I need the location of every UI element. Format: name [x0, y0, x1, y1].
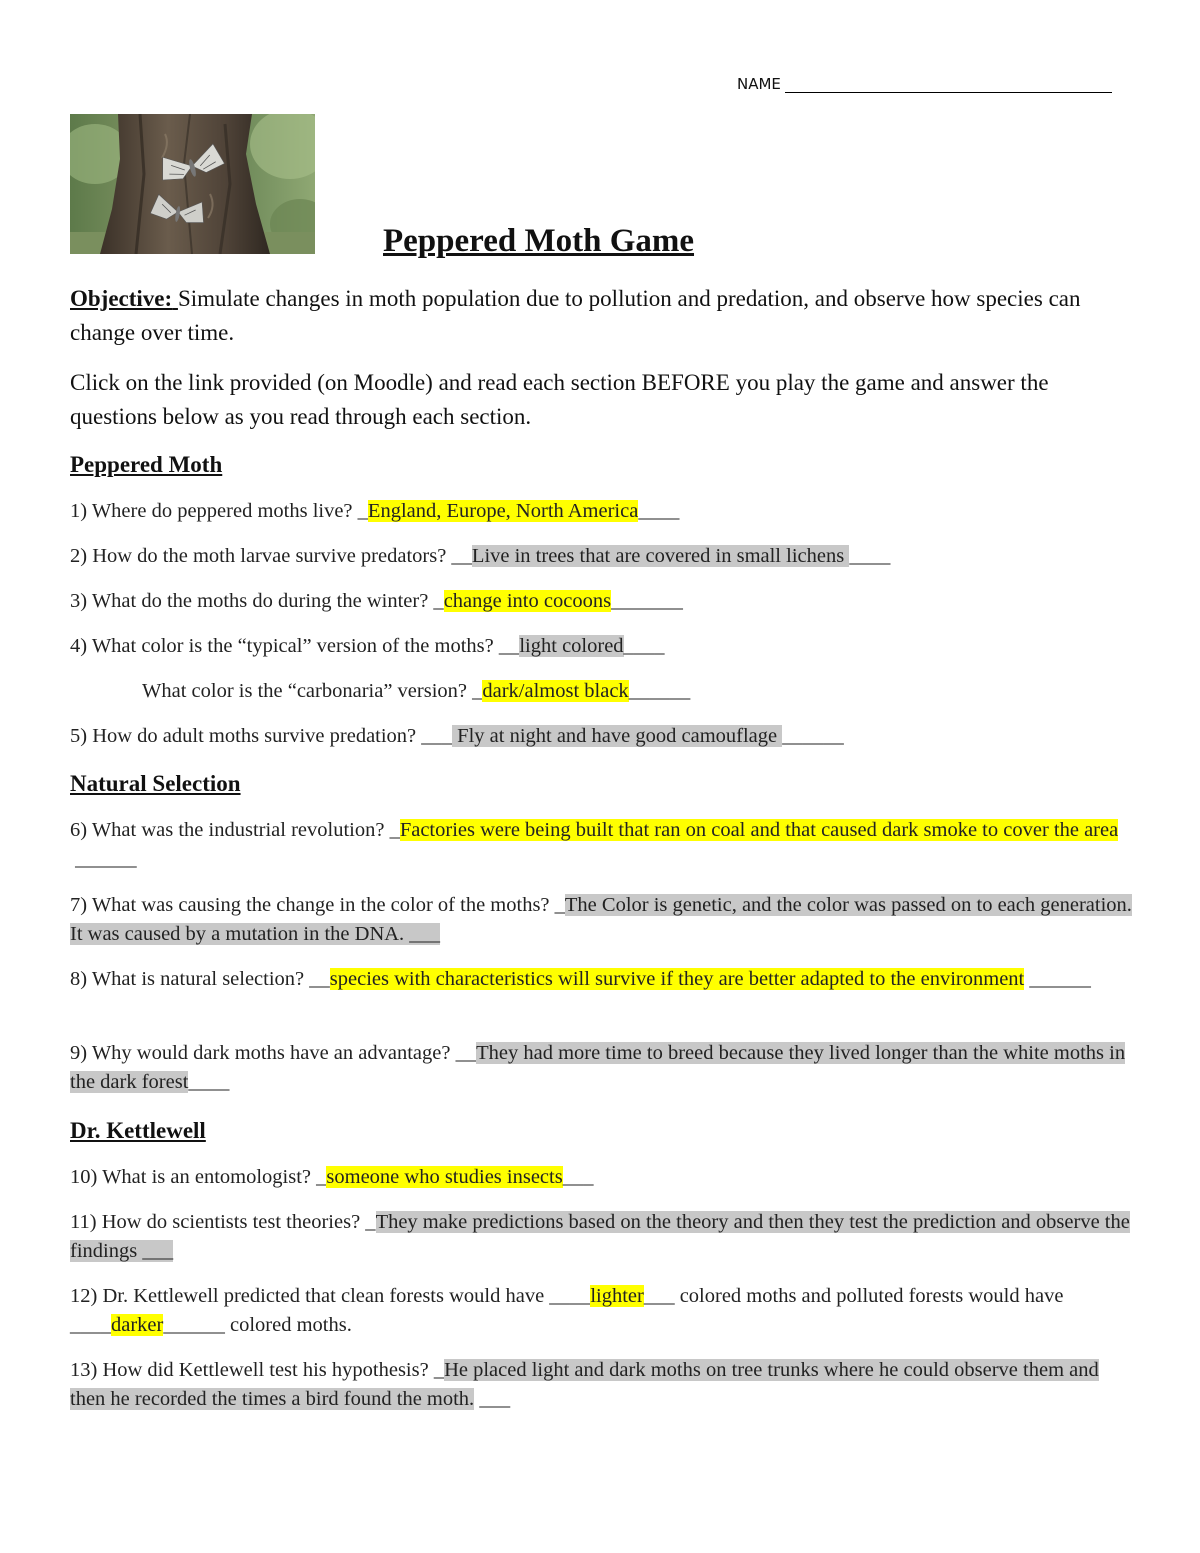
section-heading-peppered-moth: Peppered Moth — [70, 452, 223, 477]
question-5: 5) How do adult moths survive predation? ___ Fly at night and have good camouflage ______ — [70, 725, 844, 747]
answer-1: England, Europe, North America — [367, 500, 639, 522]
page-title: Peppered Moth Game — [383, 223, 695, 259]
answer-11: They make predictions based on the theory and then they test the prediction and observe the findings ___ — [70, 1211, 1130, 1262]
question-8: 8) What is natural selection? __species with characteristics will survive if they are better adapted to the environment ______ — [70, 968, 1091, 990]
question-13: 13) How did Kettlewell test his hypothesis? _He placed light and dark moths on tree trunks where he could observe them and then he recorded the times a bird found the moth. ___ — [70, 1359, 1099, 1410]
moth-photo — [70, 114, 315, 254]
answer-12b: darker — [111, 1314, 164, 1336]
answer-9: They had more time to breed because they lived longer than the white moths in the dark forest — [70, 1042, 1126, 1093]
section-heading-dr-kettlewell: Dr. Kettlewell — [70, 1118, 206, 1143]
question-7: 7) What was causing the change in the color of the moths? _The Color is genetic, and the color was passed on to each generation. It was caused by a mutation in the DNA. ___ — [70, 894, 1132, 945]
question-4b: What color is the “carbonaria” version? _dark/almost black______ — [142, 680, 691, 702]
answer-5: Fly at night and have good camouflage — [452, 725, 783, 747]
question-11: 11) How do scientists test theories? _They make predictions based on the theory and then they test the prediction and observe the findings ___ — [70, 1211, 1130, 1262]
answer-12a: lighter — [590, 1285, 644, 1307]
question-3: 3) What do the moths do during the winter? _change into cocoons_______ — [70, 590, 683, 612]
answer-13: He placed light and dark moths on tree trunks where he could observe them and then he recorded the times a bird found the moth. — [70, 1359, 1099, 1410]
objective — [70, 282, 1130, 350]
question-6: 6) What was the industrial revolution? _Factories were being built that ran on coal and that caused dark smoke to cover the area ______ — [70, 819, 1119, 870]
question-10: 10) What is an entomologist? _someone who studies insects___ — [70, 1166, 594, 1188]
intro-paragraph: Click on the link provided (on Moodle) and read each section BEFORE you play the game and answer the questions below as you read through each section. — [70, 370, 1049, 429]
answer-6: Factories were being built that ran on coal and that caused dark smoke to cover the area — [399, 819, 1119, 841]
question-2: 2) How do the moth larvae survive predators? __Live in trees that are covered in small lichens ____ — [70, 545, 891, 567]
name-label: NAME — [737, 75, 781, 93]
answer-3: change into cocoons — [443, 590, 612, 612]
answer-4: light colored — [519, 635, 624, 657]
answer-2: Live in trees that are covered in small lichens — [471, 545, 850, 567]
question-4: 4) What color is the “typical” version of the moths? __light colored____ — [70, 635, 665, 657]
answer-8: species with characteristics will survive if they are better adapted to the environment — [329, 968, 1025, 990]
question-1: 1) Where do peppered moths live? _England, Europe, North America____ — [70, 500, 680, 522]
name-underline — [785, 74, 1112, 93]
objective-text: Simulate changes in moth population due to pollution and predation, and observe how species can change over time. — [70, 286, 1081, 345]
section-heading-natural-selection: Natural Selection — [70, 771, 241, 796]
answer-4b: dark/almost black — [482, 680, 629, 702]
answer-7: The Color is genetic, and the color was passed on to each generation. It was caused by a mutation in the DNA. ___ — [70, 894, 1132, 945]
name-field[interactable] — [737, 74, 1112, 93]
question-12: 12) Dr. Kettlewell predicted that clean forests would have ____lighter___ colored moths and polluted forests would have ____darker______ colored moths. — [70, 1285, 1064, 1336]
objective-label: Objective: — [70, 286, 173, 311]
answer-10: someone who studies insects — [326, 1166, 563, 1188]
question-9: 9) Why would dark moths have an advantage? __They had more time to breed because they lived longer than the white moths in the dark forest____ — [70, 1042, 1126, 1093]
